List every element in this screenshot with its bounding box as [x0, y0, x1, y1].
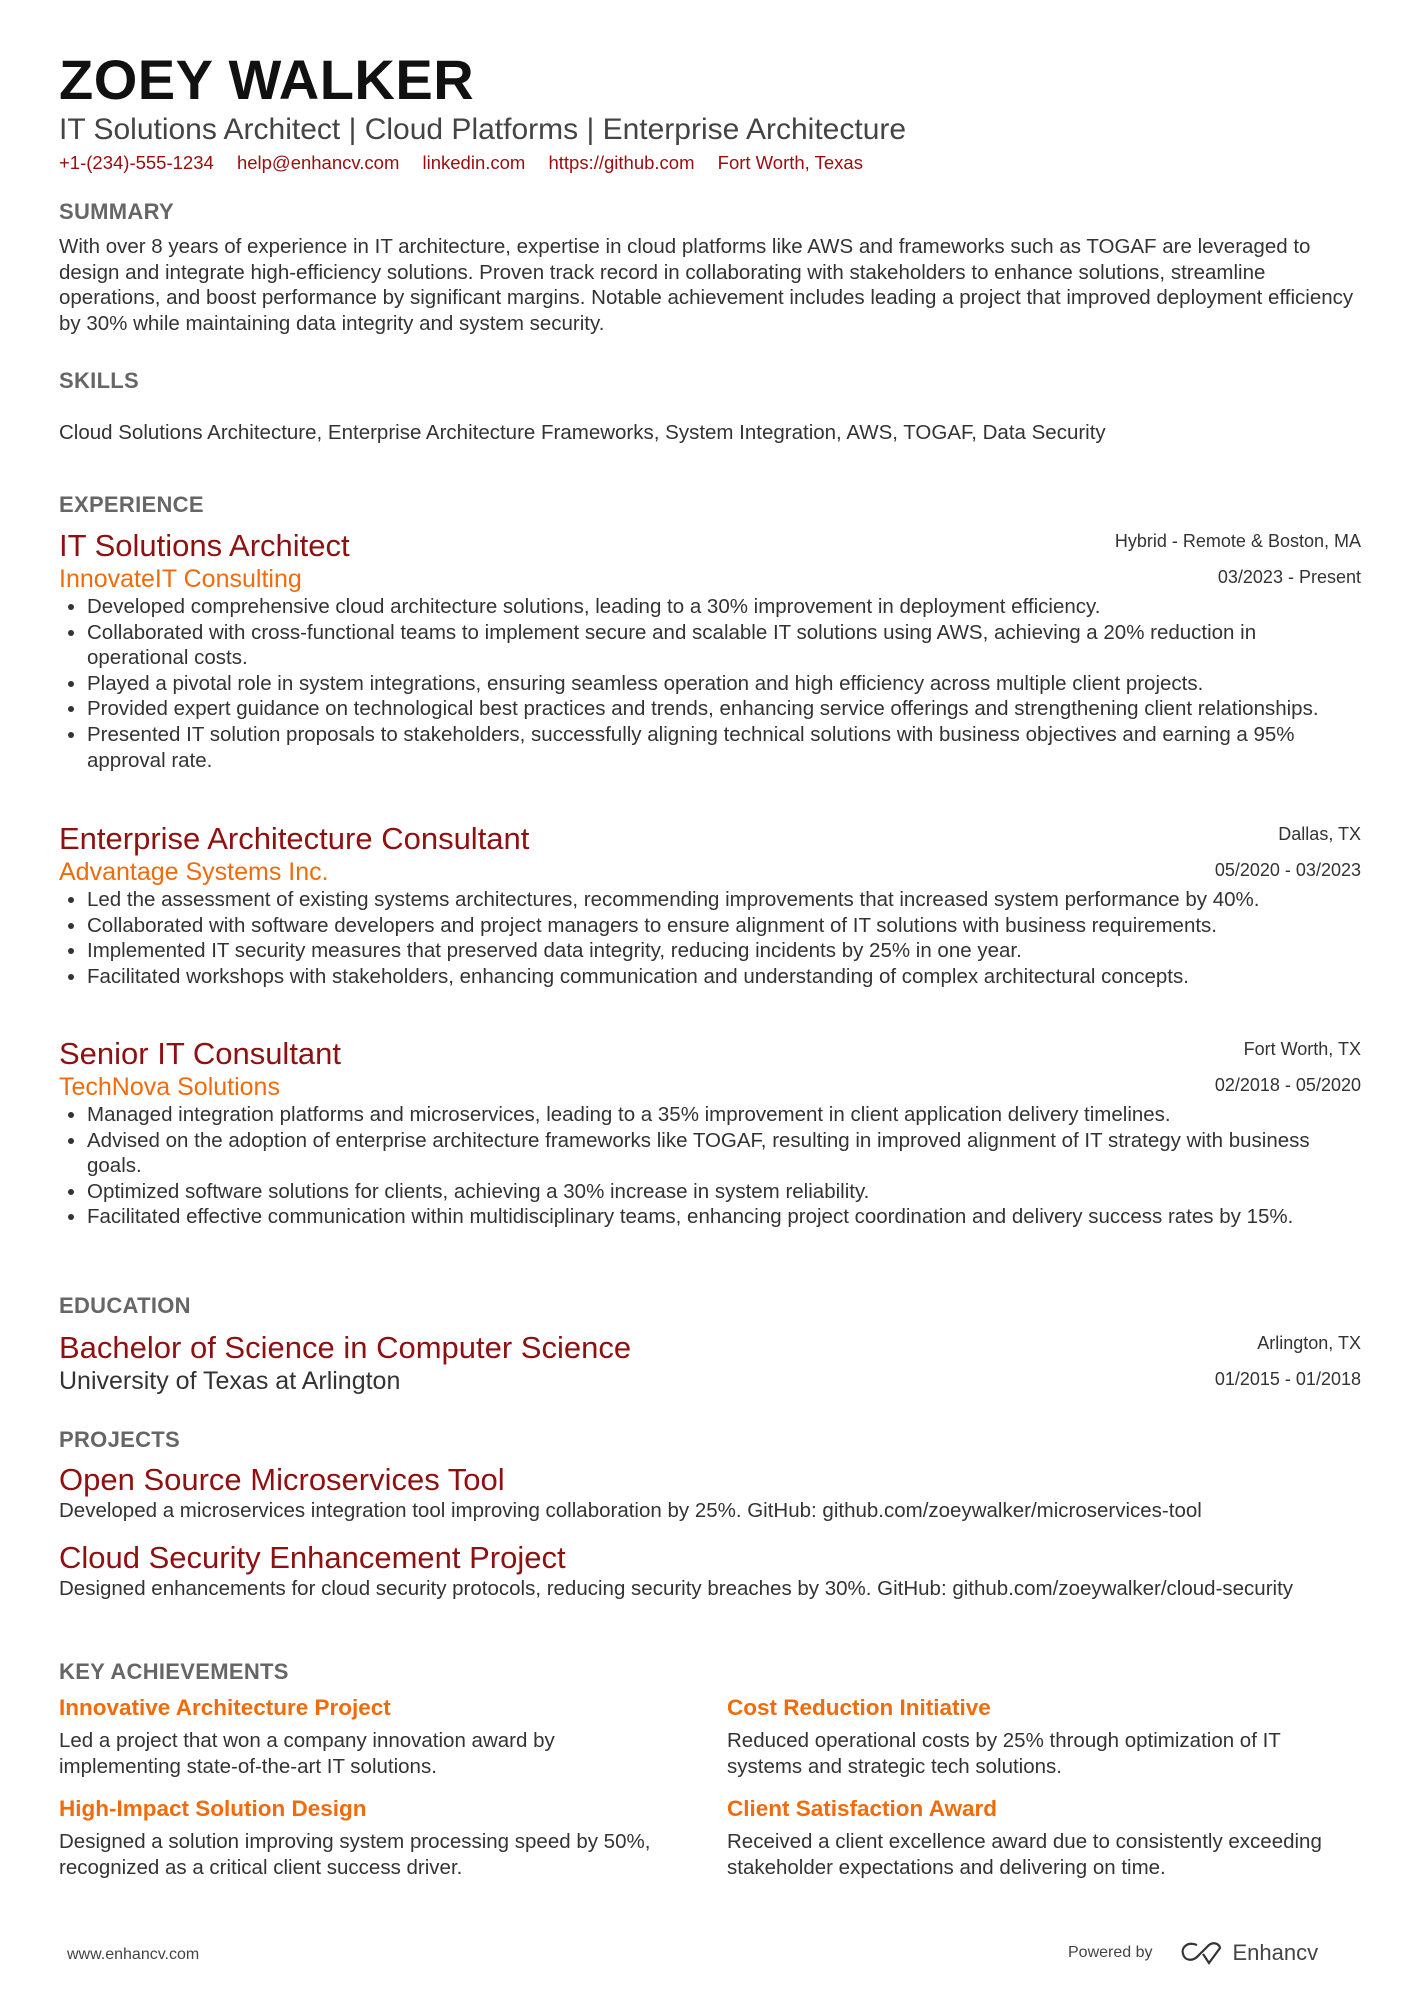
contact-info [59, 151, 1361, 175]
skills-heading: SKILLS [59, 368, 140, 393]
bullet: • Collaborated with cross-functional teams to implement secure and scalable IT solutions using AWS, achieving a 20% reduction in operational costs. [87, 620, 1361, 671]
company-name: Advantage Systems Inc. [59, 858, 329, 886]
achievement-text: Received a client excellence award due to consistently exceeding stakeholder expectations and delivering on time. [727, 1830, 1322, 1879]
achievement-item [727, 1795, 1347, 1880]
degree: Bachelor of Science in Computer Science [59, 1330, 632, 1365]
achievement-item [727, 1694, 1347, 1779]
achievement-title: Client Satisfaction Award [727, 1796, 998, 1821]
job-title: Senior IT Consultant [59, 1036, 342, 1071]
achievement-item [59, 1795, 679, 1880]
experience-entry [59, 821, 1361, 989]
bullet: • Optimized software solutions for clients, achieving a 30% increase in system reliability. [87, 1179, 1361, 1205]
achievement-text: Led a project that won a company innovation award by implementing state-of-the-art IT solutions. [59, 1729, 555, 1778]
bullet: • Managed integration platforms and microservices, leading to a 35% improvement in client application delivery timelines. [87, 1102, 1361, 1128]
education-entry [59, 1330, 1361, 1396]
bullet: • Facilitated effective communication within multidisciplinary teams, enhancing project coordination and delivery success rates by 15%. [87, 1204, 1361, 1230]
bullet: • Led the assessment of existing systems architectures, recommending improvements that increased system performance by 40%. [87, 887, 1361, 913]
bullet: • Implemented IT security measures that preserved data integrity, reducing incidents by 25% in one year. [87, 938, 1361, 964]
job-location: Fort Worth, TX [1243, 1039, 1361, 1059]
location: Fort Worth, Texas [717, 152, 863, 173]
project-title: Open Source Microservices Tool [59, 1462, 505, 1497]
summary-heading: SUMMARY [59, 199, 174, 224]
achievements-heading: KEY ACHIEVEMENTS [59, 1659, 289, 1684]
achievement-title: High-Impact Solution Design [59, 1796, 367, 1821]
github-link[interactable]: https://github.com [548, 152, 695, 173]
bullet: • Played a pivotal role in system integrations, ensuring seamless operation and high efficiency across multiple client projects. [87, 671, 1361, 697]
project-entry [59, 1462, 1361, 1524]
candidate-headline: IT Solutions Architect | Cloud Platforms | Enterprise Architecture [59, 113, 907, 146]
projects-heading: PROJECTS [59, 1427, 180, 1452]
project-description: Developed a microservices integration tool improving collaboration by 25%. GitHub: github.com/zoeywalker/microservices-tool [59, 1499, 1202, 1522]
job-dates: 03/2023 - Present [1217, 567, 1361, 587]
education-dates: 01/2015 - 01/2018 [1214, 1369, 1361, 1389]
job-bullets [59, 594, 1361, 773]
job-title: IT Solutions Architect [59, 528, 350, 563]
skills-text: Cloud Solutions Architecture, Enterprise Architecture Frameworks, System Integration, AWS, TOGAF, Data Security [59, 421, 1106, 444]
footer-website[interactable]: www.enhancv.com [67, 1946, 200, 1963]
bullet: • Collaborated with software developers and project managers to ensure alignment of IT solutions with business requirements. [87, 913, 1361, 939]
enhancv-brand: Enhancv [1232, 1940, 1319, 1965]
education-heading: EDUCATION [59, 1293, 191, 1318]
footer-branding [1068, 1940, 1318, 1966]
experience-entry [59, 528, 1361, 773]
achievement-title: Innovative Architecture Project [59, 1695, 391, 1720]
job-dates: 02/2018 - 05/2020 [1214, 1075, 1361, 1095]
job-dates: 05/2020 - 03/2023 [1214, 860, 1361, 880]
candidate-name: ZOEY WALKER [59, 48, 475, 111]
company-name: InnovateIT Consulting [59, 565, 302, 593]
experience-heading: EXPERIENCE [59, 492, 204, 517]
job-title: Enterprise Architecture Consultant [59, 821, 530, 856]
achievement-title: Cost Reduction Initiative [727, 1695, 991, 1720]
phone-link[interactable]: +1-(234)-555-1234 [59, 152, 214, 173]
achievement-item [59, 1694, 679, 1779]
experience-entry [59, 1036, 1361, 1230]
bullet: • Provided expert guidance on technological best practices and trends, enhancing service offerings and strengthening client relationships. [87, 696, 1361, 722]
job-bullets [59, 1102, 1361, 1230]
project-description: Designed enhancements for cloud security protocols, reducing security breaches by 30%. GitHub: github.com/zoeywalker/cloud-security [59, 1577, 1294, 1600]
job-bullets [59, 887, 1361, 989]
achievement-text: Designed a solution improving system processing speed by 50%, recognized as a critical client success driver. [59, 1830, 651, 1879]
linkedin-link[interactable]: linkedin.com [422, 152, 526, 173]
project-entry [59, 1540, 1361, 1602]
powered-by-label: Powered by [1068, 1944, 1153, 1961]
project-title: Cloud Security Enhancement Project [59, 1540, 566, 1575]
achievement-text: Reduced operational costs by 25% through optimization of IT systems and strategic tech solutions. [727, 1729, 1281, 1778]
bullet: • Developed comprehensive cloud architecture solutions, leading to a 30% improvement in deployment efficiency. [87, 594, 1361, 620]
email-link[interactable]: help@enhancv.com [236, 152, 400, 173]
company-name: TechNova Solutions [59, 1073, 280, 1101]
enhancv-logo-icon [1179, 1940, 1227, 1966]
bullet: • Presented IT solution proposals to stakeholders, successfully aligning technical solutions with business objectives and earning a 95% approval rate. [87, 722, 1361, 773]
bullet: • Advised on the adoption of enterprise architecture frameworks like TOGAF, resulting in improved alignment of IT strategy with business goals. [87, 1128, 1361, 1179]
bullet: • Facilitated workshops with stakeholders, enhancing communication and understanding of complex architectural concepts. [87, 964, 1361, 990]
job-location: Hybrid - Remote & Boston, MA [1114, 531, 1361, 551]
education-location: Arlington, TX [1257, 1333, 1361, 1353]
school: University of Texas at Arlington [59, 1367, 401, 1395]
summary-text: With over 8 years of experience in IT architecture, expertise in cloud platforms like AWS and frameworks such as TOGAF are leveraged to design and integrate high-efficiency solutions. Proven track record in collaborating with stakeholders to enhance solutions, streamline operations, and boost performance by significant margins. Notable achievement includes leading a project that improved deployment efficiency by 30% while maintaining data integrity and system security. [59, 235, 1354, 335]
job-location: Dallas, TX [1278, 824, 1361, 844]
